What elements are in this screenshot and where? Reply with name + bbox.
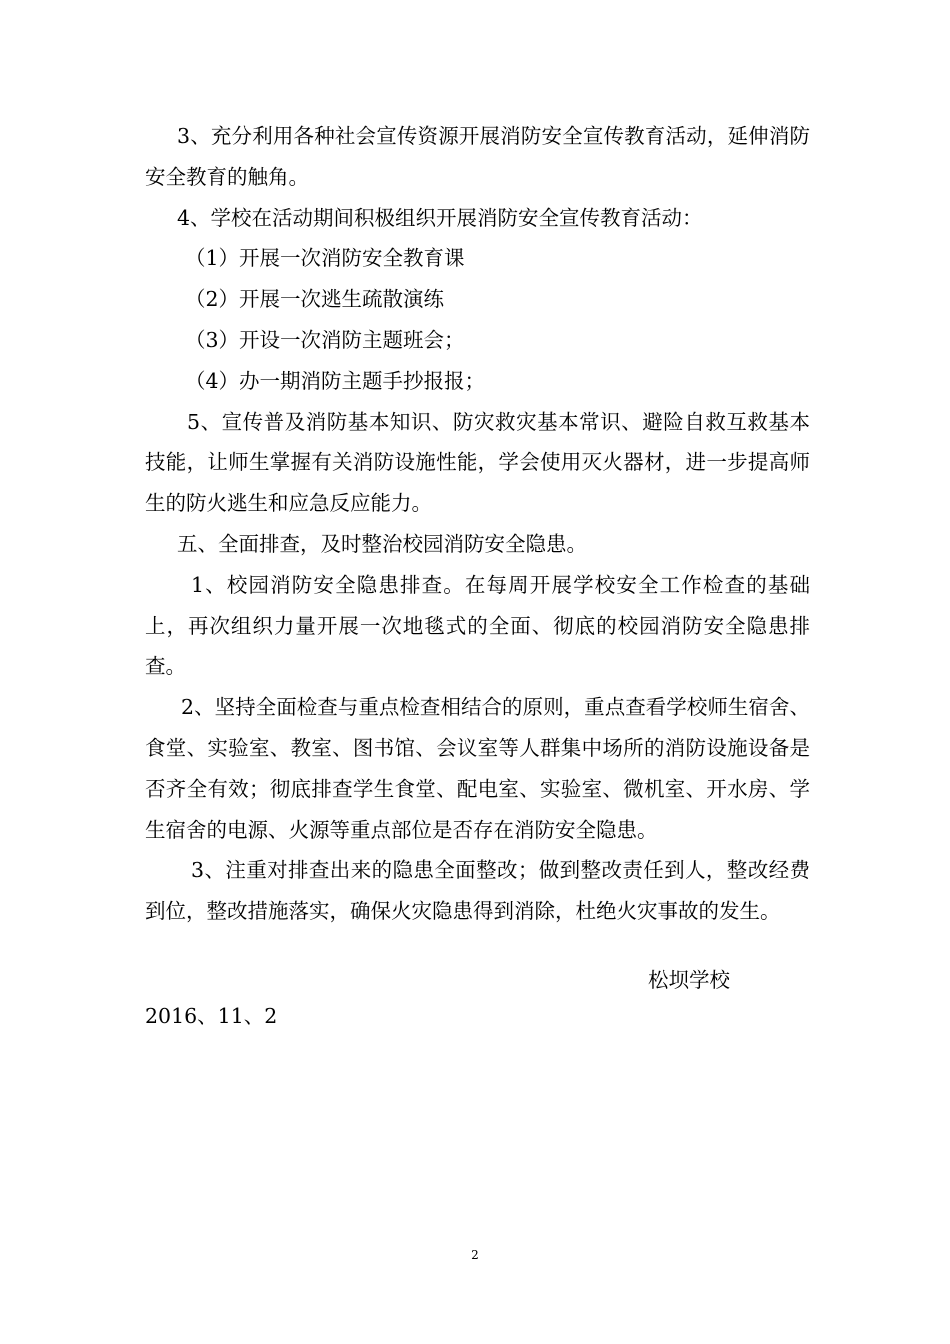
section-heading-5: 五、全面排查，及时整治校园消防安全隐患。 [177,531,587,556]
paragraph-check-1: 1、校园消防安全隐患排查。在每周开展学校安全工作检查的基础上，再次组织力量开展一次地毯式的全面、彻底的校园消防安全隐患排查。 [145,572,810,679]
document-body [145,116,810,932]
paragraph-item-4: 4、学校在活动期间积极组织开展消防安全宣传教育活动： [177,205,703,230]
paragraph-item-3: 3、充分利用各种社会宣传资源开展消防安全宣传教育活动，延伸消防安全教育的触角。 [145,124,810,189]
list-item-4: （4）办一期消防主题手抄报报； [185,368,486,393]
list-item-3: （3）开设一次消防主题班会； [185,327,465,352]
signature-school: 松坝学校 [648,968,730,992]
page-number: 2 [471,1248,479,1262]
paragraph-check-3: 3、注重对排查出来的隐患全面整改；做到整改责任到人，整改经费到位，整改措施落实，确保火灾隐患得到消除，杜绝火灾事故的发生。 [145,858,810,924]
paragraph-item-5: 5、宣传普及消防基本知识、防灾救灾基本常识、避险自救互救基本技能，让师生掌握有关消防设施性能，学会使用灭火器材，进一步提高师生的防火逃生和应急反应能力。 [145,409,810,516]
list-item-2: （2）开展一次逃生疏散演练 [185,287,445,312]
list-item-1: （1）开展一次消防安全教育课 [185,246,465,271]
paragraph-check-2: 2、坚持全面检查与重点检查相结合的原则，重点查看学校师生宿舍、食堂、实验室、教室、图书馆、会议室等人群集中场所的消防设施设备是否齐全有效；彻底排查学生食堂、配电室、实验室、微机室、开水房、学生宿舍的电源、火源等重点部位是否存在消防安全隐患。 [145,695,810,842]
document-date: 2016、11、2 [145,1004,278,1028]
